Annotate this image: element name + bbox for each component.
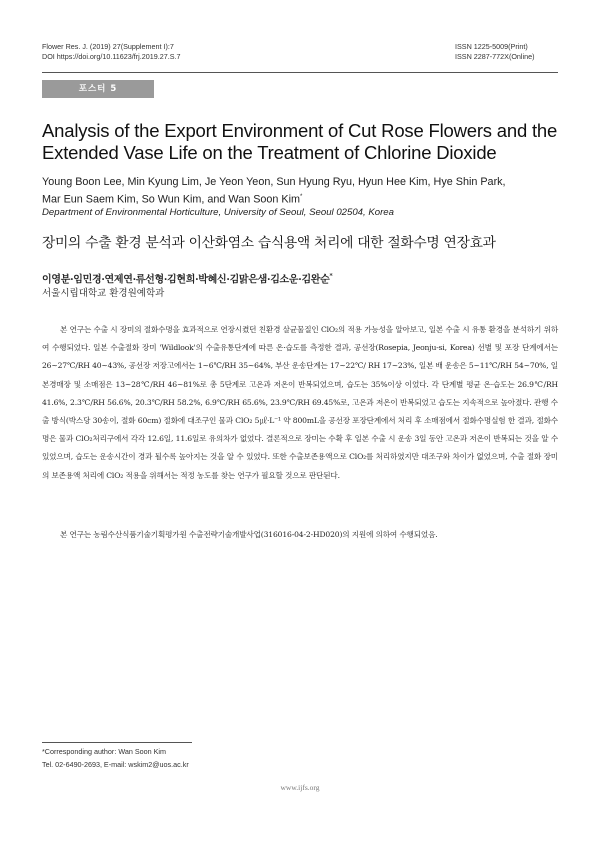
doi-link[interactable]: DOI https://doi.org/10.11623/frj.2019.27.S.7 <box>42 52 181 61</box>
footnote-divider <box>42 742 192 743</box>
korean-corresponding-mark: * <box>329 273 333 280</box>
contact-info: Tel. 02-6490-2693, E-mail: wskim2@uos.ac.kr <box>42 760 189 769</box>
author-line-1: Young Boon Lee, Min Kyung Lim, Je Yeon Yeon, Sun Hyung Ryu, Hyun Hee Kim, Hye Shin Park, <box>42 176 506 188</box>
issn-online: ISSN 2287-772X(Online) <box>455 52 535 61</box>
header-divider <box>42 72 558 73</box>
journal-citation: Flower Res. J. (2019) 27(Supplement I):7 <box>42 42 174 51</box>
korean-affiliation: 서울시립대학교 환경원예학과 <box>42 288 165 299</box>
author-line-2 <box>42 190 558 208</box>
issn-print: ISSN 1225-5009(Print) <box>455 42 528 51</box>
korean-title: 장미의 수출 환경 분석과 이산화염소 습식용액 처리에 대한 절화수명 연장효과 <box>42 235 496 251</box>
affiliation: Department of Environmental Horticulture, University of Seoul, Seoul 02504, Korea <box>42 207 394 218</box>
abstract-body: 본 연구는 수출 시 장미의 절화수명을 효과적으로 연장시켰던 친환경 살균물질인 ClO₂의 적용 가능성을 알아보고, 일본 수출 시 유통 환경을 분석하기 위하여 수행되었다. 일본 수출절화 장미 'Wildlook'의 수출유통단계에 따른 온·습도를 측정한 결과, 공선장(Rosepia, Jeonju-si, Korea) 선별 및 포장 단계에서는 26~27℃/RH 40~43%, 공선장 저장고에서는 1~6℃/RH 35~64%, 부산 운송단계는 17~22℃/ RH 17~23%, 일본 배 운송은 5~11℃/RH 54~70%, 일본경매장 및 소매점은 13~28℃/RH 46~81%로 총 5단계로 고온과 저온이 반복되었으며, 습도는 35%이상 이었다. 각 단계별 평균 온·습도는 26.9℃/RH 41.6%, 2.3℃/RH 56.6%, 20.3℃/RH 58.2%, 6.9℃/RH 65.6%, 23.9℃/RH 69.45%로, 고온과 저온이 반복되었고 습도는 지속적으로 높아졌다. 관행 수출 방식(박스당 30송이, 절화 60cm) 절화에 대조구인 물과 ClO₂ 5㎕·L⁻¹ 약 800mL을 공선장 포장단계에서 처리 후 소매점에서 절화수명실험 한 결과, 절화수명은 물과 ClO₂처리구에서 각각 12.6일, 11.6일로 유의차가 없었다. 결론적으로 장미는 수확 후 일본 수출 시 운송 3일 동안 고온과 저온이 반복되는 것을 알 수 있었으며, 습도는 운송시간이 경과 될수록 높아지는 것을 알 수 있었다. 또한 수출보존용액으로 ClO₂를 처리하였지만 대조구와 차이가 없었으며, 수출 절화 장미의 보존용액 처리에 ClO₂ 적용을 위해서는 적정 농도를 찾는 연구가 필요할 것으로 판단된다. <box>42 325 558 480</box>
acknowledgment: 본 연구는 농림수산식품기술기획평가원 수출전략기술개발사업(316016-04-2-HD020)의 지원에 의하여 수행되었음. <box>60 530 438 539</box>
paper-title: Analysis of the Export Environment of Cut Rose Flowers and the Extended Vase Life on the Treatment of Chlorine Dioxide <box>42 120 558 163</box>
issn-block <box>455 42 535 62</box>
korean-author-list <box>42 270 558 287</box>
section-tag: 포스터 5 <box>42 80 154 98</box>
journal-header <box>42 42 181 62</box>
korean-author-names: 이영분·임민경·연제연·류선형·김현희·박혜신·김맑은샘·김소운·김완순 <box>42 274 330 286</box>
footnote <box>42 745 189 771</box>
author-list <box>42 175 558 208</box>
corresponding-author: *Corresponding author: Wan Soon Kim <box>42 747 166 756</box>
corresponding-mark: * <box>300 194 303 200</box>
journal-website[interactable]: www.ijfs.org <box>280 783 320 792</box>
author-line-2-text: Mar Eun Saem Kim, So Wun Kim, and Wan Soon Kim <box>42 193 301 206</box>
